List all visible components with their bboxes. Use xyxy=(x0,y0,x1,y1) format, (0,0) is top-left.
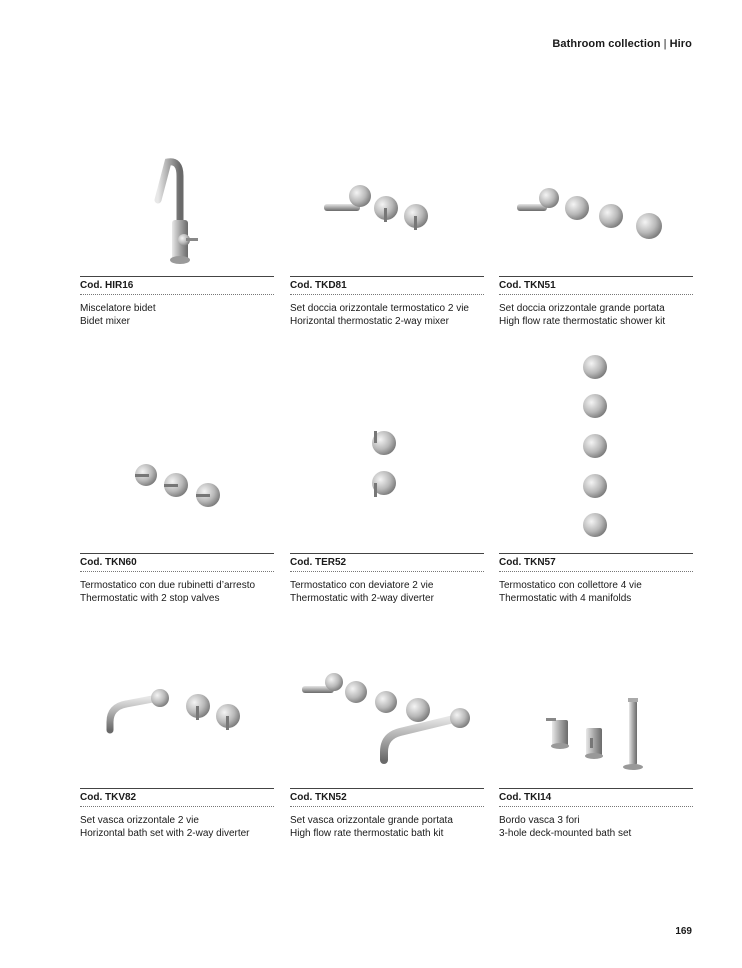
high-flow-bath-kit-image xyxy=(290,660,484,788)
product-code: Cod. TKV82 xyxy=(80,792,137,803)
thermostatic-stop-valves-image xyxy=(80,345,274,553)
product-name-en: Thermostatic with 2-way diverter xyxy=(290,593,434,604)
horizontal-thermostatic-mixer-image xyxy=(290,150,484,276)
product-name-en: 3-hole deck-mounted bath set xyxy=(499,828,632,839)
deck-mounted-bath-set-image xyxy=(499,660,693,788)
product-code: Cod. TKN57 xyxy=(499,557,556,568)
product-name-en: Thermostatic with 2 stop valves xyxy=(80,593,220,604)
product-name-it: Set doccia orizzontale grande portata xyxy=(499,303,665,314)
horizontal-bath-set-image xyxy=(80,660,274,788)
product-name-en: Thermostatic with 4 manifolds xyxy=(499,593,632,604)
product-code: Cod. TKD81 xyxy=(290,280,347,291)
thermostatic-diverter-image xyxy=(290,345,484,553)
product-name-en: Horizontal thermostatic 2-way mixer xyxy=(290,316,449,327)
product-name-it: Set vasca orizzontale grande portata xyxy=(290,815,453,826)
product-name-en: Horizontal bath set with 2-way diverter xyxy=(80,828,250,839)
product-code: Cod. HIR16 xyxy=(80,280,134,291)
product-name-en: Bidet mixer xyxy=(80,316,131,327)
product-name-en: High flow rate thermostatic shower kit xyxy=(499,316,666,327)
thermostatic-manifolds-image xyxy=(499,345,693,553)
product-name-en: High flow rate thermostatic bath kit xyxy=(290,828,444,839)
page-header xyxy=(552,38,692,50)
high-flow-shower-kit-image xyxy=(499,150,693,276)
product-code: Cod. TKN60 xyxy=(80,557,137,568)
product-code: Cod. TER52 xyxy=(290,557,347,568)
product-code: Cod. TKN52 xyxy=(290,792,347,803)
product-name-it: Termostatico con collettore 4 vie xyxy=(499,580,642,591)
header-section: Bathroom collection xyxy=(552,38,661,50)
bidet-mixer-image xyxy=(80,150,274,276)
product-name-it: Termostatico con due rubinetti d’arresto xyxy=(80,580,256,591)
product-name-it: Miscelatore bidet xyxy=(80,303,156,314)
header-separator: | xyxy=(663,38,667,50)
product-name-it: Bordo vasca 3 fori xyxy=(499,815,580,826)
product-code: Cod. TKN51 xyxy=(499,280,556,291)
header-collection: Hiro xyxy=(669,38,692,50)
page-number: 169 xyxy=(675,926,692,937)
product-name-it: Set doccia orizzontale termostatico 2 vie xyxy=(290,303,469,314)
product-name-it: Set vasca orizzontale 2 vie xyxy=(80,815,199,826)
product-code: Cod. TKI14 xyxy=(499,792,552,803)
product-name-it: Termostatico con deviatore 2 vie xyxy=(290,580,434,591)
